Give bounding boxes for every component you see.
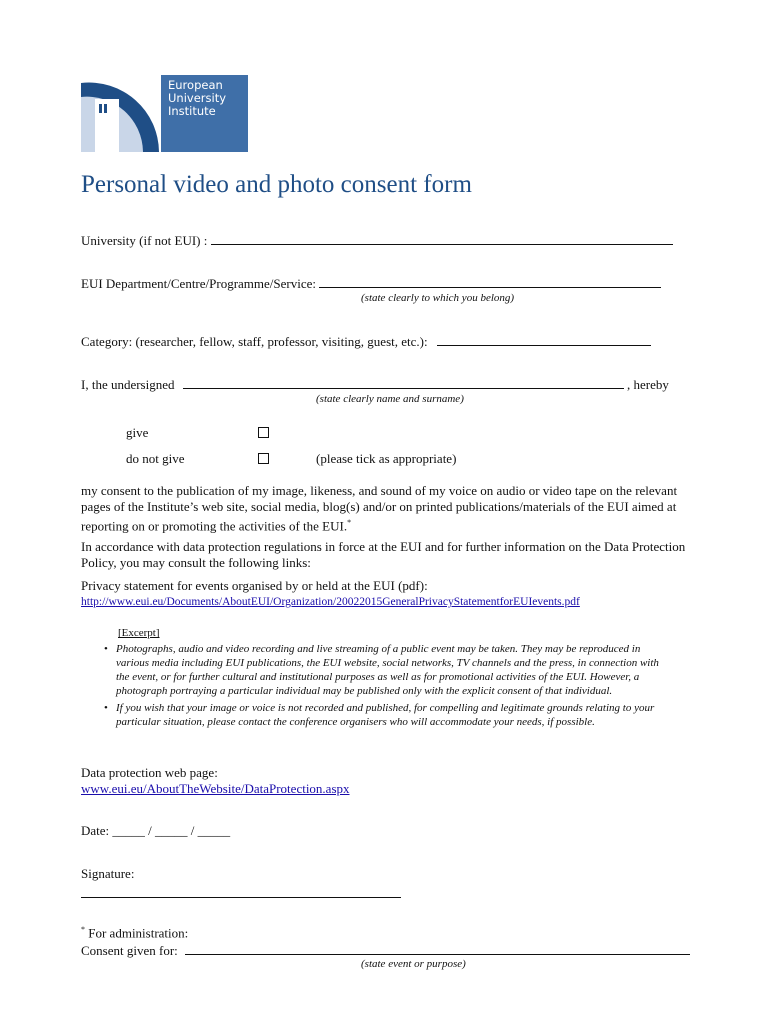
privacy-label: Privacy statement for events organised by or held at the EUI (pdf): xyxy=(81,578,428,593)
admin-footnote-marker: * xyxy=(81,925,85,934)
department-label: EUI Department/Centre/Programme/Service: xyxy=(81,276,317,291)
excerpt-bullet-2 xyxy=(104,701,664,729)
date-field[interactable]: Date: _____ / _____ / _____ xyxy=(81,823,231,838)
admin-row xyxy=(81,925,188,941)
admin-label: For administration: xyxy=(88,925,189,941)
excerpt-bullet-1-text: Photographs, audio and video recording and live streaming of a public event may be taken. They may be reproduced in various media including EUI publications, the EUI website, social networks, TV channels and the press, in connection with the event, or for further cultural and institutional purposes as well as for promotional activities of the EUI. However, a photograph portraying a particular individual may be published only with the explicit consent of that individual. xyxy=(116,643,659,697)
logo-wordmark xyxy=(168,79,226,118)
consent-text: my consent to the publication of my image, likeness, and sound of my voice on audio or video tape on the relevant pages of the Institute’s web site, social media, blog(s) and/or on printed publications/materials of the EUI aimed at reporting on or promoting the activities of the EUI. xyxy=(81,483,678,534)
data-protection-paragraph: In accordance with data protection regulations in force at the EUI and for further information on the Data Protection Policy, you may consult the following links: xyxy=(81,539,686,570)
category-label: Category: (researcher, fellow, staff, professor, visiting, guest, etc.): xyxy=(81,334,428,349)
hereby-label: , hereby xyxy=(627,377,669,392)
page-title: Personal video and photo consent form xyxy=(81,171,472,198)
bullet-dot: • xyxy=(104,643,108,655)
category-input-line[interactable] xyxy=(437,333,651,346)
logo-line-1: European xyxy=(168,78,223,92)
undersigned-input-line[interactable] xyxy=(183,376,624,389)
excerpt-box xyxy=(104,642,664,729)
university-row xyxy=(81,232,673,249)
do-not-give-checkbox[interactable] xyxy=(258,453,269,464)
dp-page-link[interactable]: www.eui.eu/AboutTheWebsite/DataProtection.aspx xyxy=(81,781,350,796)
excerpt-bullet-1 xyxy=(104,642,664,698)
tick-hint: (please tick as appropriate) xyxy=(316,451,457,466)
undersigned-hint: (state clearly name and surname) xyxy=(316,393,464,405)
department-row xyxy=(81,275,661,292)
signature-label: Signature: xyxy=(81,866,135,881)
university-input-line[interactable] xyxy=(211,232,673,245)
footnote-marker: * xyxy=(347,518,352,527)
give-label: give xyxy=(126,425,149,440)
consent-for-row xyxy=(81,942,690,959)
do-not-give-label: do not give xyxy=(126,451,185,466)
consent-for-hint: (state event or purpose) xyxy=(361,958,466,970)
logo-line-3: Institute xyxy=(168,104,216,118)
department-input-line[interactable] xyxy=(319,275,661,288)
logo-line-2: University xyxy=(168,91,227,105)
excerpt-bullet-2-text: If you wish that your image or voice is not recorded and published, for compelling and legitimate grounds relating to your particular situation, please contact the conference organisers who will accommodate your needs, if possible. xyxy=(116,702,655,728)
give-checkbox[interactable] xyxy=(258,427,269,438)
consent-for-label: Consent given for: xyxy=(81,943,178,958)
signature-line[interactable] xyxy=(81,897,401,898)
privacy-link[interactable]: http://www.eui.eu/Documents/AboutEUI/Organization/20022015GeneralPrivacyStatementforEUIevents.pdf xyxy=(81,596,580,608)
consent-for-input-line[interactable] xyxy=(185,942,690,955)
eui-logo xyxy=(81,75,248,152)
dp-page-label: Data protection web page: xyxy=(81,765,218,780)
undersigned-row xyxy=(81,376,669,393)
department-hint: (state clearly to which you belong) xyxy=(361,292,515,304)
excerpt-heading: [Excerpt] xyxy=(118,627,160,639)
consent-paragraph xyxy=(81,483,689,534)
category-row xyxy=(81,333,651,350)
bullet-dot: • xyxy=(104,702,108,714)
university-label: University (if not EUI) : xyxy=(81,233,208,248)
undersigned-label: I, the undersigned xyxy=(81,377,175,392)
